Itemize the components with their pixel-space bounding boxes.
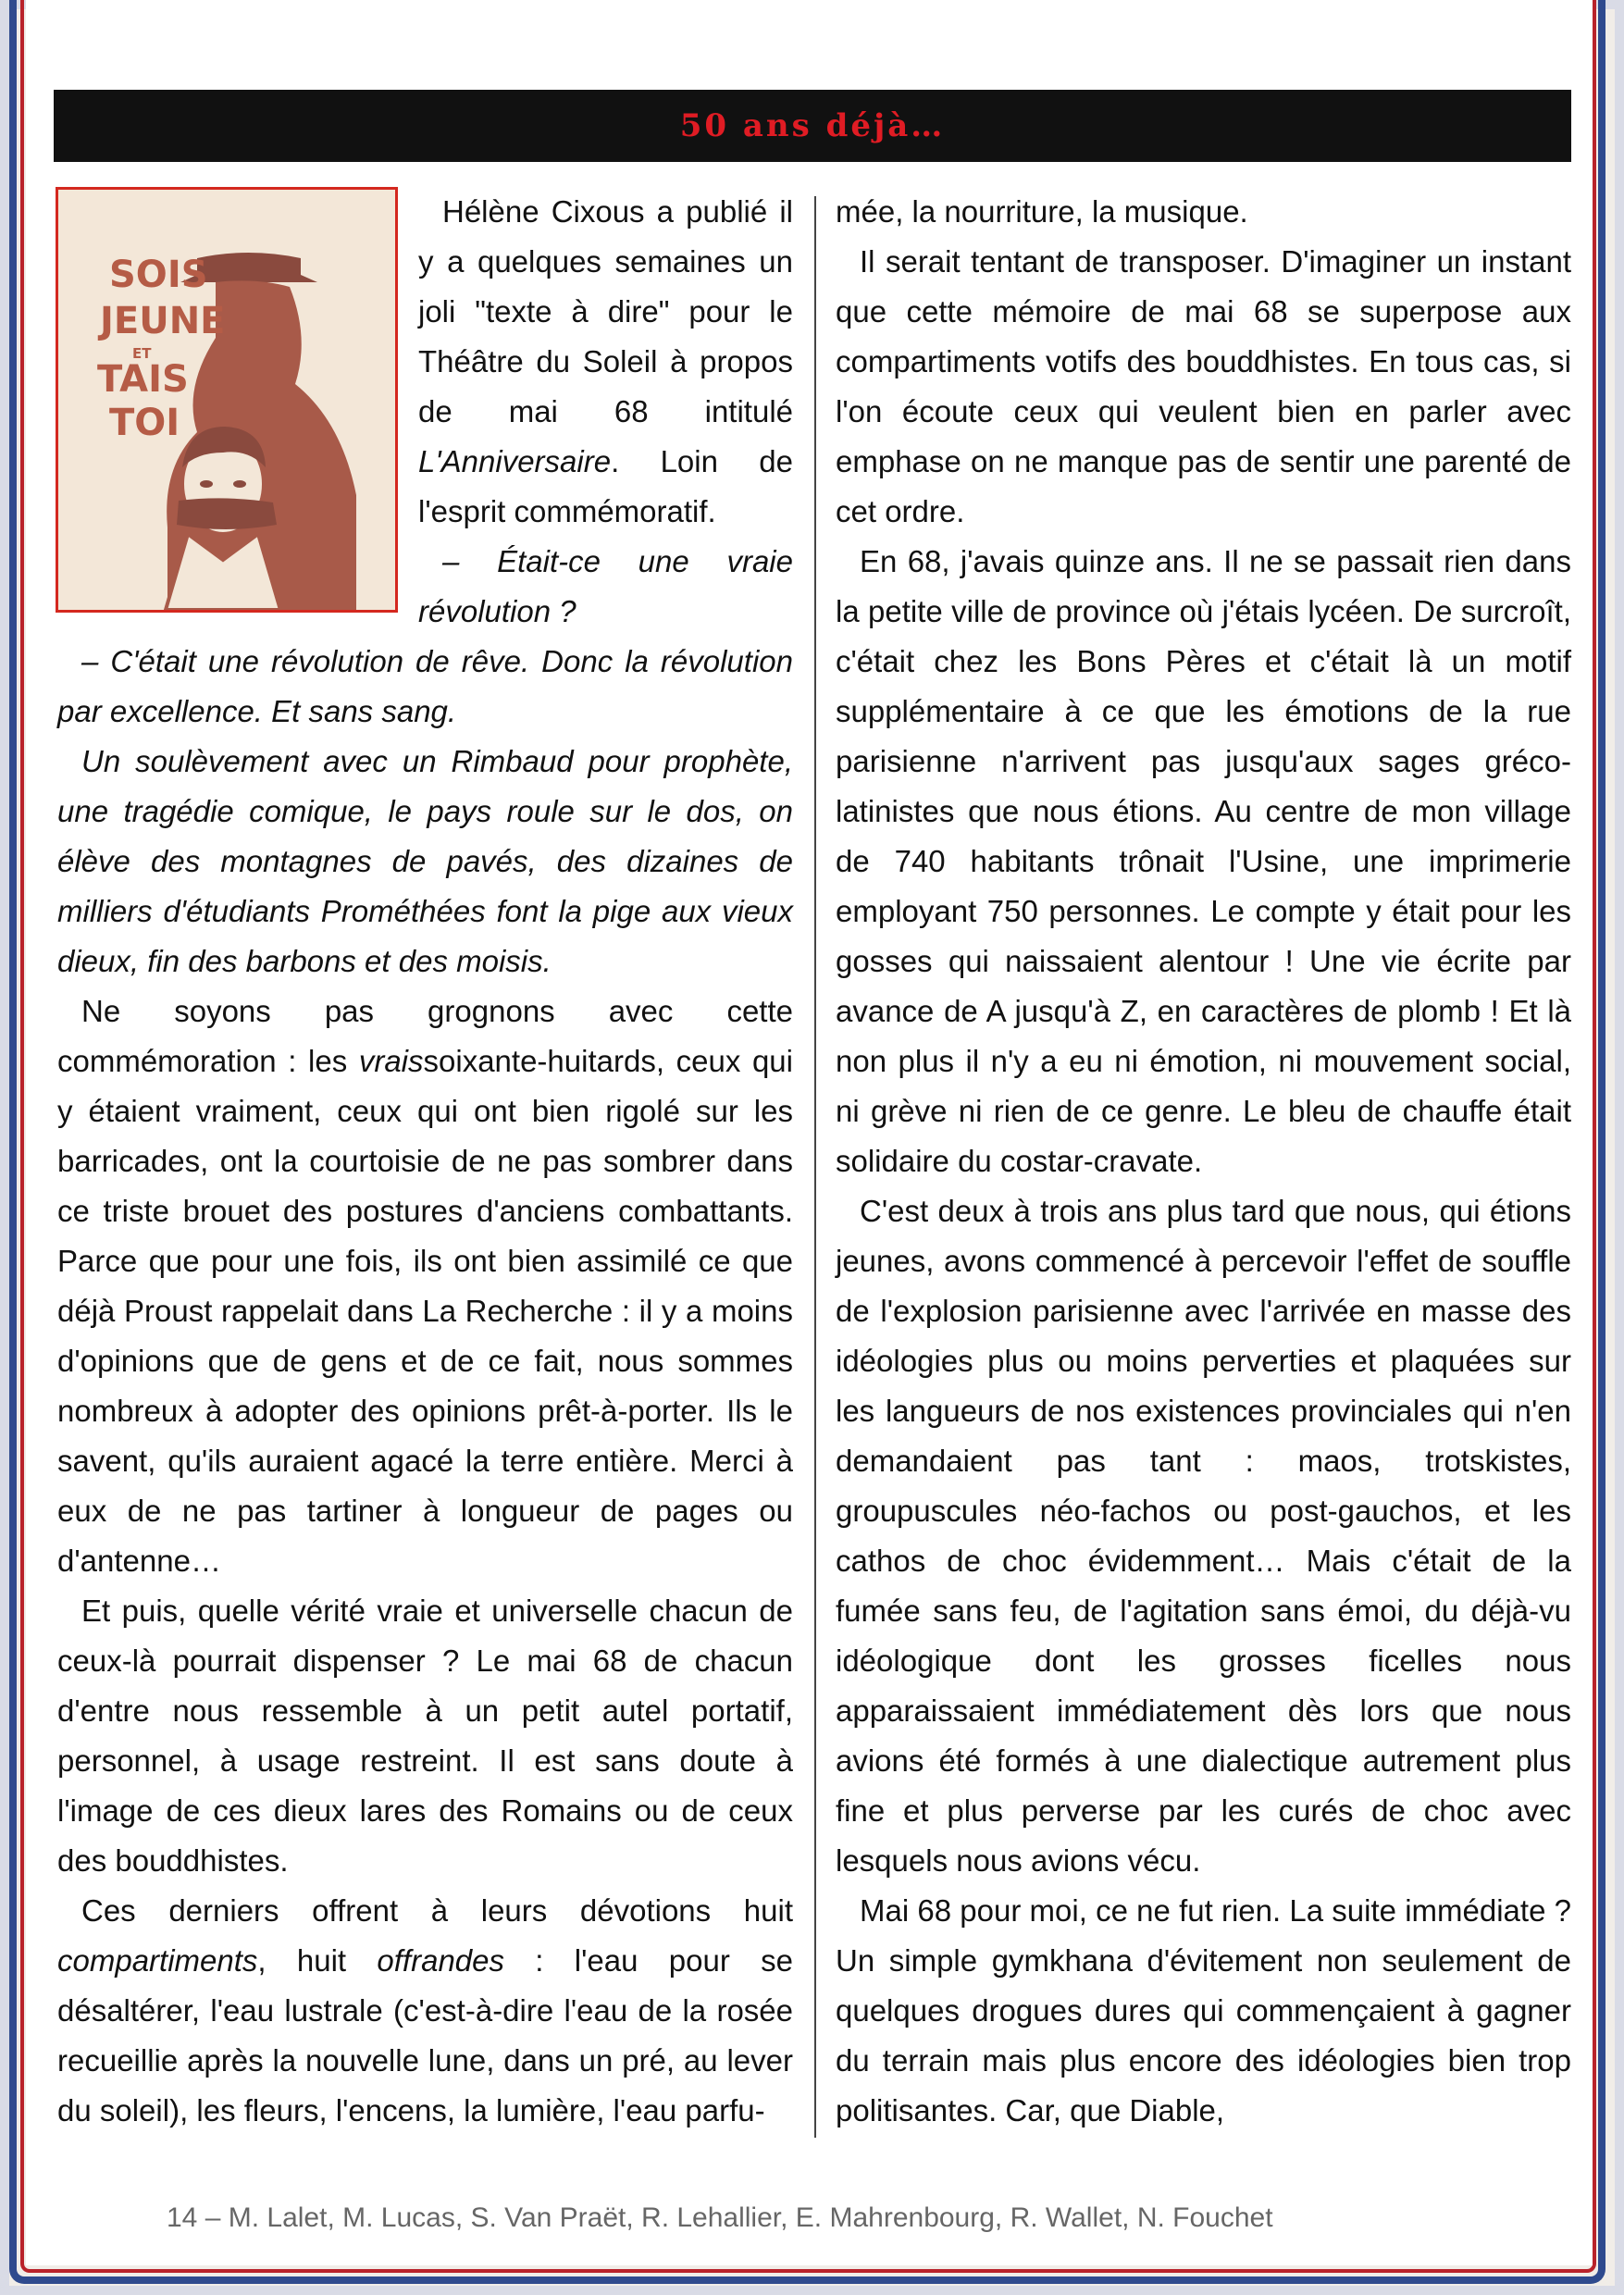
paragraph: Mai 68 pour moi, ce ne fut rien. La suite immédiate ? Un simple gymkhana d'évitement non seulement de quelques drogues dures qui commençaient à gagner du terrain mais plus encore des idéologies bien trop politisantes. Car, que Diable, — [836, 1893, 1571, 2128]
poster-word-toi: TOI — [109, 402, 180, 444]
right-column — [836, 187, 1571, 2136]
paragraph: – Était-ce une vraie révolution ? — [418, 544, 793, 628]
paragraph: mée, la nourriture, la musique. — [836, 194, 1248, 229]
paragraph: Hélène Cixous a publié il y a quelques semaines un joli "texte à dire" pour le Théâtre du Soleil à propos de mai 68 intitulé L'Anniversaire. Loin de l'esprit commémoratif. — [418, 194, 793, 528]
section-title: 50 ans déjà… — [679, 107, 946, 144]
poster-image — [56, 187, 398, 613]
poster-word-tais: TAIS — [97, 358, 189, 401]
section-title-bar — [54, 90, 1571, 162]
paragraph: Un soulèvement avec un Rimbaud pour prophète, une tragédie comique, le pays roule sur le dos, on élève des montagnes de pavés, des dizaines de milliers d'étudiants Prométhées font la pige aux vieux dieux, fin des barbons et des moisis. — [57, 744, 793, 978]
work-title: L'Anniversaire — [418, 444, 612, 478]
page-footer: 14 – M. Lalet, M. Lucas, S. Van Praët, R. Lehallier, E. Mahrenbourg, R. Wallet, N. Fouchet — [167, 2202, 1273, 2233]
paragraph: Ne soyons pas grognons avec cette commémoration : les vraissoixante-huitards, ceux qui y étaient vraiment, ceux qui ont bien rigolé sur les barricades, ont la courtoisie de ne pas sombrer dans ce triste brouet des postures d'anciens combattants. Parce que pour une fois, ils ont bien assimilé ce que déjà Proust rappelait dans La Recherche : il y a moins d'opinions que de gens et de ce fait, nous sommes nombreux à adopter des opinions prêt-à-porter. Ils le savent, qu'ils auraient agacé la terre entière. Merci à eux de ne pas tartiner à longueur de pages ou d'antenne… — [57, 994, 793, 1578]
poster-word-et: ET — [132, 345, 152, 362]
paragraph: Il serait tentant de transposer. D'imaginer un instant que cette mémoire de mai 68 se superpose aux compartiments votifs des bouddhistes. En tous cas, si l'on écoute ceux qui veulent bien en parler avec emphase on ne manque pas de sentir une parenté de cet ordre. — [836, 244, 1571, 528]
paragraph: – C'était une révolution de rêve. Donc la révolution par excellence. Et sans sang. — [57, 644, 793, 728]
paragraph: Et puis, quelle vérité vraie et universelle chacun de ceux-là pourrait dispenser ? Le mai 68 de chacun d'entre nous ressemble à un petit autel portatif, personnel, à usage restreint. Il est sans doute à l'image de ces dieux lares des Romains ou de ceux des bouddhistes. — [57, 1594, 793, 1878]
left-column — [57, 187, 793, 2136]
poster-word-sois: SOIS — [109, 254, 208, 296]
paragraph: Ces derniers offrent à leurs dévotions huit compartiments, huit offrandes : l'eau pour se désaltérer, l'eau lustrale (c'est-à-dire l'eau de la rosée recueillie après la nouvelle lune, dans un pré, au lever du soleil), les fleurs, l'encens, la lumière, l'eau parfu- — [57, 1893, 793, 2128]
column-divider — [814, 196, 816, 2138]
paragraph: En 68, j'avais quinze ans. Il ne se passait rien dans la petite ville de province où j'étais lycéen. De surcroît, c'était chez les Bons Pères et c'était là un motif supplémentaire à ce que les émotions de la rue parisienne n'arrivent pas jusqu'aux sages gréco-latinistes que nous étions. Au centre de mon village de 740 habitants trônait l'Usine, une imprimerie employant 750 personnes. Le compte y était pour les gosses qui naissaient alentour ! Une vie écrite par avance de A jusqu'à Z, en caractères de plomb ! Et là non plus il n'y a eu ni émotion, ni mouvement social, ni grève ni rien de ce genre. Le bleu de chauffe était solidaire du costar-cravate. — [836, 544, 1571, 1178]
poster-word-jeune: JEUNE — [100, 300, 226, 342]
paragraph: C'est deux à trois ans plus tard que nous, qui étions jeunes, avons commencé à percevoir l'effet de souffle de l'explosion parisienne avec l'arrivée en masse des idéologies plus ou moins perverties et plaquées sur les langueurs de nos existences provinciales qui n'en demandaient pas tant : maos, trotskistes, groupuscules néo-fachos ou post-gauchos, et les cathos de choc évidemment… Mais c'était de la fumée sans feu, de l'agitation sans émoi, du déjà-vu idéologique dont les grosses ficelles nous apparaissaient immédiatement dès lors que nous avions été formés à une dialectique autrement plus fine et plus perverse par les curés de choc avec lesquels nous avions vécu. — [836, 1194, 1571, 1878]
